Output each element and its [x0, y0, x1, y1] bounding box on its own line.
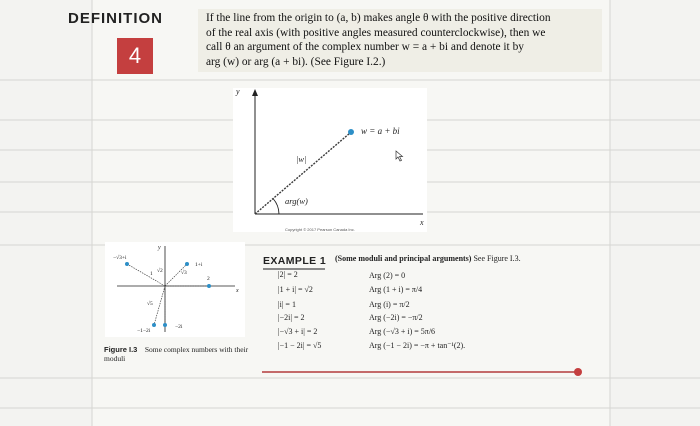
figure-complex-numbers [105, 242, 245, 337]
point-1-plus-i [185, 262, 189, 266]
figure-argument-svg [233, 88, 427, 232]
argument-row: Arg (1 + i) = π/4 [369, 285, 423, 294]
y-axis-arrow-icon [252, 89, 258, 96]
modulus-row: |1 + i| = √2 [278, 285, 313, 294]
label: 1 [150, 271, 153, 277]
label: √2 [157, 268, 163, 274]
modulus-label: |w| [296, 154, 307, 164]
figure-caption [104, 345, 252, 363]
label: 2 [207, 276, 210, 282]
label: √3 [181, 270, 187, 276]
modulus-lines [127, 264, 209, 325]
argument-row: Arg (i) = π/2 [369, 300, 410, 309]
definition-number-badge [117, 38, 153, 74]
label: −√3+i [113, 255, 127, 261]
y-axis-label: y [236, 88, 240, 96]
definition-line: call θ an argument of the complex number w = a + bi and denote it by [206, 41, 524, 54]
example-description [335, 254, 521, 263]
point-2 [207, 284, 211, 288]
point-w [348, 129, 354, 135]
label: √5 [147, 301, 153, 307]
angle-label: arg(w) [285, 196, 308, 206]
point-label: w = a + bi [361, 126, 400, 136]
figure-complex-svg [105, 242, 245, 337]
argument-row: Arg (2) = 0 [369, 271, 406, 280]
example-see: See Figure I.3. [473, 254, 521, 263]
definition-line: arg (w) or arg (a + bi). (See Figure I.2.) [206, 55, 386, 68]
angle-arc [273, 199, 279, 215]
label: x [236, 288, 239, 294]
argument-row: Arg (−1 − 2i) = −π + tan⁻¹(2). [369, 341, 466, 350]
modulus-row: |i| = 1 [278, 300, 296, 309]
definition-number: 4 [128, 43, 142, 68]
label: y [158, 245, 161, 251]
x-axis-label: x [420, 218, 424, 227]
example-label: EXAMPLE 1 [263, 255, 327, 267]
modulus-row: |−1 − 2i| = √5 [278, 341, 322, 350]
figure-argument-diagram [233, 88, 427, 232]
modulus-row: |−2i| = 2 [278, 313, 305, 322]
example-title: (Some moduli and principal arguments) [335, 254, 472, 263]
figure-caption-text: Some complex numbers with their moduli [104, 345, 249, 363]
point-neg-sqrt3-plus-i [125, 262, 129, 266]
argument-row: Arg (−√3 + i) = 5π/6 [369, 327, 436, 336]
mouse-cursor-icon [396, 151, 403, 161]
definition-line: of the real axis (with positive angles measured counterclockwise), then we [206, 26, 546, 39]
section-end-dot [574, 368, 582, 376]
figure-caption-label: Figure I.3 [104, 345, 138, 354]
figure-copyright: Copyright © 2017 Pearson Canada Inc. [285, 227, 355, 232]
point-neg1-minus-2i [152, 323, 156, 327]
label: −2i [175, 324, 183, 330]
modulus-row: |2| = 2 [278, 270, 298, 279]
definition-label: DEFINITION [68, 10, 163, 27]
modulus-row: |−√3 + i| = 2 [278, 327, 318, 336]
label: 1+i [195, 262, 203, 268]
argument-row: Arg (−2i) = −π/2 [369, 313, 423, 322]
definition-line: If the line from the origin to (a, b) makes angle θ with the positive direction [206, 12, 551, 24]
section-divider [262, 371, 576, 373]
definition-text [206, 11, 598, 69]
label: −1−2i [137, 328, 151, 334]
point-neg-2i [163, 323, 167, 327]
